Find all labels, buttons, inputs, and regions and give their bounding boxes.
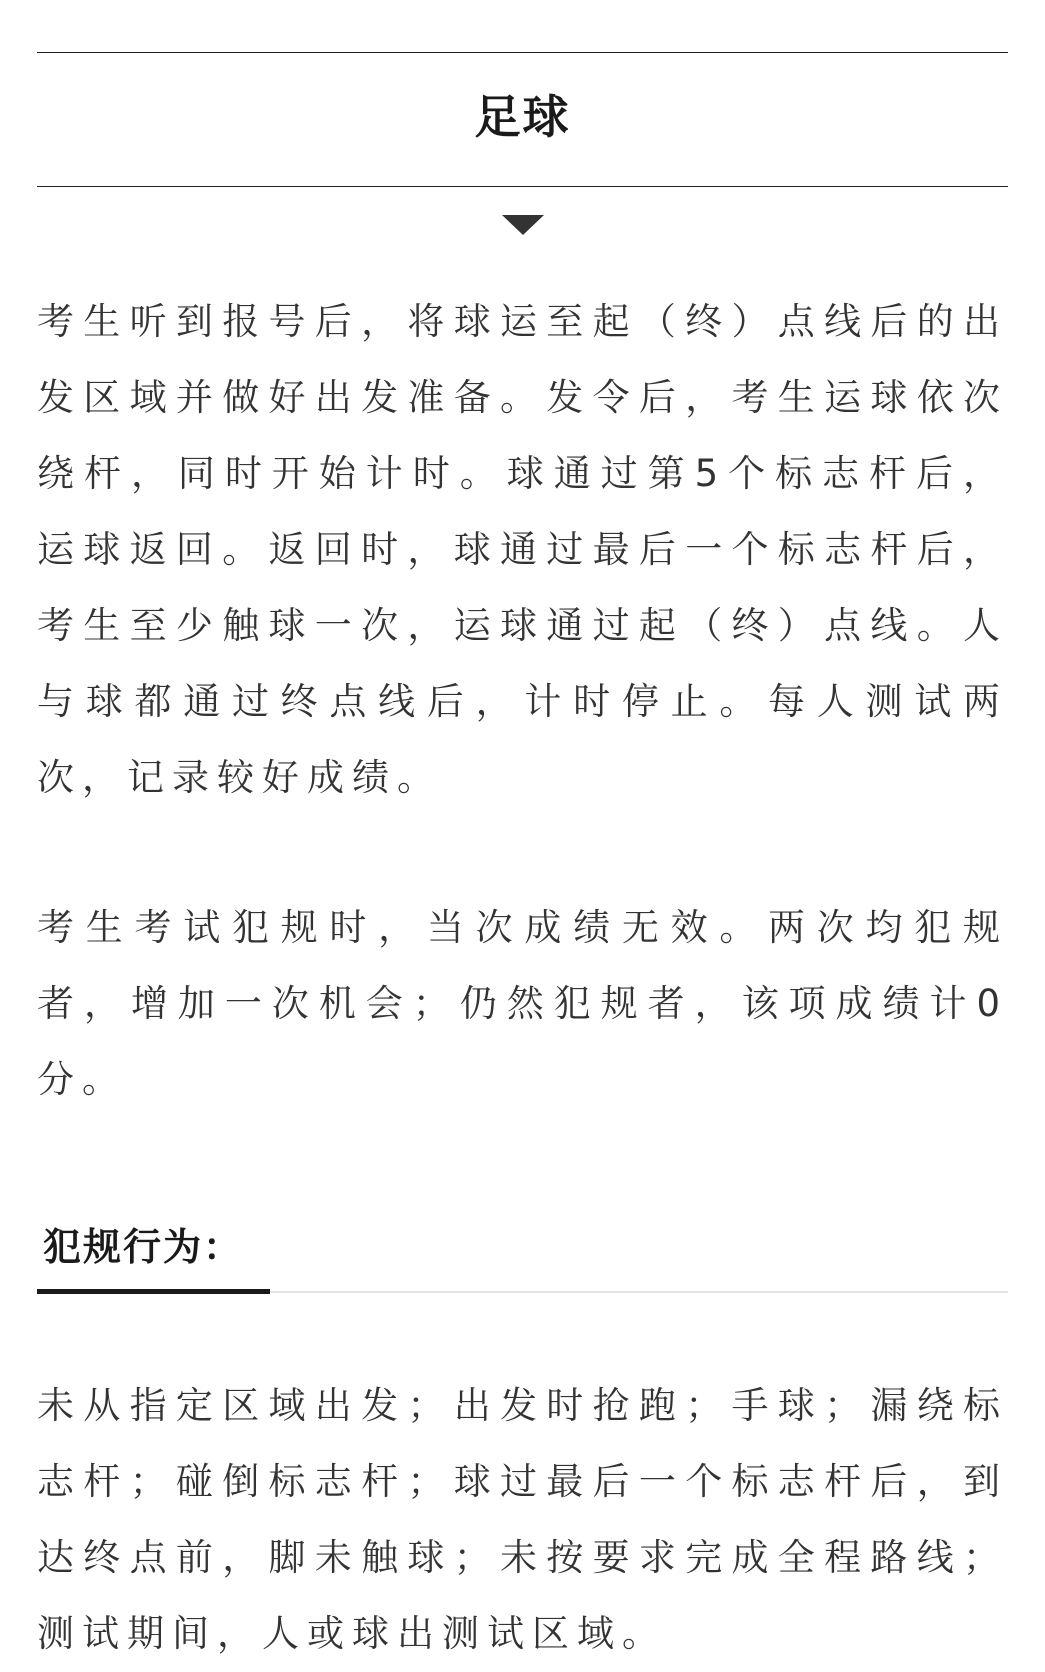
scoring-paragraph: 考生考试犯规时，当次成绩无效。两次均犯规者，增加一次机会；仍然犯规者，该项成绩计0分。 [37,906,1008,1101]
title-bottom-rule [37,186,1008,187]
fouls-paragraph: 未从指定区域出发；出发时抢跑；手球；漏绕标志杆；碰倒标志杆；球过最后一个标志杆后，到达终点前，脚未触球；未按要求完成全程路线；测试期间，人或球出测试区域。 [37,1384,1008,1655]
procedure-paragraph: 考生听到报号后，将球运至起（终）点线后的出发区域并做好出发准备。发令后，考生运球依次绕杆，同时开始计时。球通过第5个标志杆后，运球返回。返回时，球通过最后一个标志杆后，考生至少触球一次，运球通过起（终）点线。人与球都通过终点线后，计时停止。每人测试两次，记录较好成绩。 [37,300,1008,799]
fouls-heading-accent [37,1289,270,1294]
title-top-rule [37,52,1008,53]
triangle-down-icon [502,215,544,235]
fouls-heading: 犯规行为： [43,1225,244,1269]
page-title: 足球 [474,90,571,144]
